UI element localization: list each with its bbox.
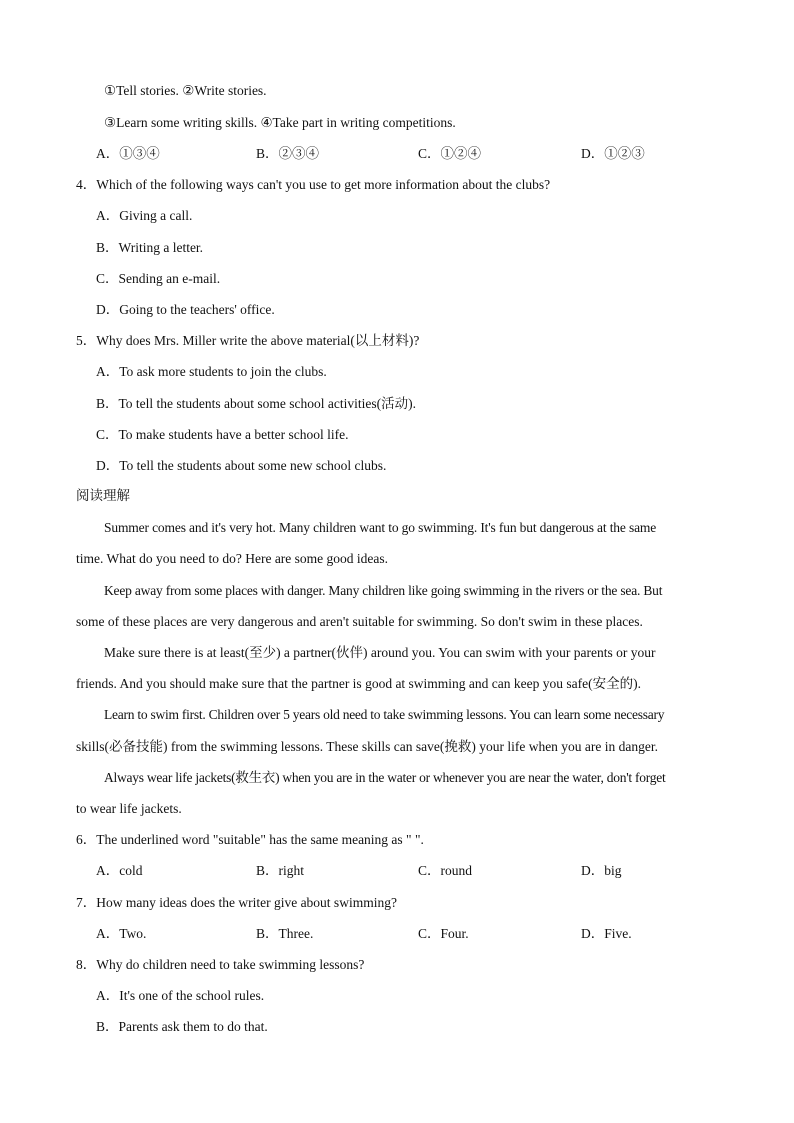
q7-option-c: C．Four. bbox=[418, 926, 469, 941]
q3-option-c: C．①②④ bbox=[418, 146, 482, 161]
q6-option-d: D．big bbox=[581, 863, 622, 878]
q5-option-d: D．To tell the students about some new school clubs. bbox=[96, 458, 387, 473]
q6-stem: 6．The underlined word "suitable" has the same meaning as " ". bbox=[76, 832, 424, 847]
q3-item-line-1: ①Tell stories. ②Write stories. bbox=[104, 83, 267, 98]
section-title: 阅读理解 bbox=[76, 488, 130, 503]
q4-option-b: B．Writing a letter. bbox=[96, 240, 204, 255]
passage-p4-line2: skills(必备技能) from the swimming lessons. These skills can save(挽救) your life when you are in danger. bbox=[76, 739, 659, 754]
q5-option-b: B．To tell the students about some school activities(活动). bbox=[96, 396, 417, 411]
passage-p1-line1: Summer comes and it's very hot. Many children want to go swimming. It's fun but dangerous at the same bbox=[104, 520, 657, 535]
q4-option-a: A．Giving a call. bbox=[96, 208, 193, 223]
q7-option-a: A．Two. bbox=[96, 926, 147, 941]
passage-p2-line1: Keep away from some places with danger. Many children like going swimming in the rivers or the sea. But bbox=[104, 583, 663, 598]
q8-option-a: A．It's one of the school rules. bbox=[96, 988, 265, 1003]
passage-p3-line2: friends. And you should make sure that the partner is good at swimming and can keep you safe(安全的). bbox=[76, 676, 641, 691]
q5-option-a: A．To ask more students to join the clubs. bbox=[96, 364, 327, 379]
passage-p2-line2: some of these places are very dangerous and aren't suitable for swimming. So don't swim in these places. bbox=[76, 614, 643, 629]
passage-p4-line1: Learn to swim first. Children over 5 years old need to take swimming lessons. You can learn some necessary bbox=[104, 707, 665, 722]
q7-option-d: D．Five. bbox=[581, 926, 632, 941]
passage-p1-line2: time. What do you need to do? Here are some good ideas. bbox=[76, 551, 389, 566]
passage-p5-line2: to wear life jackets. bbox=[76, 801, 182, 816]
q6-option-a: A．cold bbox=[96, 863, 143, 878]
q3-option-a: A．①③④ bbox=[96, 146, 160, 161]
q7-stem: 7．How many ideas does the writer give about swimming? bbox=[76, 895, 397, 910]
q4-stem: 4．Which of the following ways can't you use to get more information about the clubs? bbox=[76, 177, 551, 192]
passage-p5-line1: Always wear life jackets(救生衣) when you are in the water or whenever you are near the water, don't forget bbox=[104, 770, 666, 785]
q4-option-c: C．Sending an e-mail. bbox=[96, 271, 221, 286]
q3-option-d: D．①②③ bbox=[581, 146, 645, 161]
q3-item-line-2: ③Learn some writing skills. ④Take part in writing competitions. bbox=[104, 115, 456, 130]
q8-option-b: B．Parents ask them to do that. bbox=[96, 1019, 268, 1034]
q7-option-b: B．Three. bbox=[256, 926, 314, 941]
q8-stem: 8．Why do children need to take swimming lessons? bbox=[76, 957, 365, 972]
q6-option-c: C．round bbox=[418, 863, 472, 878]
q5-option-c: C．To make students have a better school life. bbox=[96, 427, 349, 442]
q5-stem: 5．Why does Mrs. Miller write the above material(以上材料)? bbox=[76, 333, 420, 348]
q3-option-b: B．②③④ bbox=[256, 146, 320, 161]
q4-option-d: D．Going to the teachers' office. bbox=[96, 302, 275, 317]
q6-option-b: B．right bbox=[256, 863, 305, 878]
passage-p3-line1: Make sure there is at least(至少) a partner(伙伴) around you. You can swim with your parents or your bbox=[104, 645, 656, 660]
